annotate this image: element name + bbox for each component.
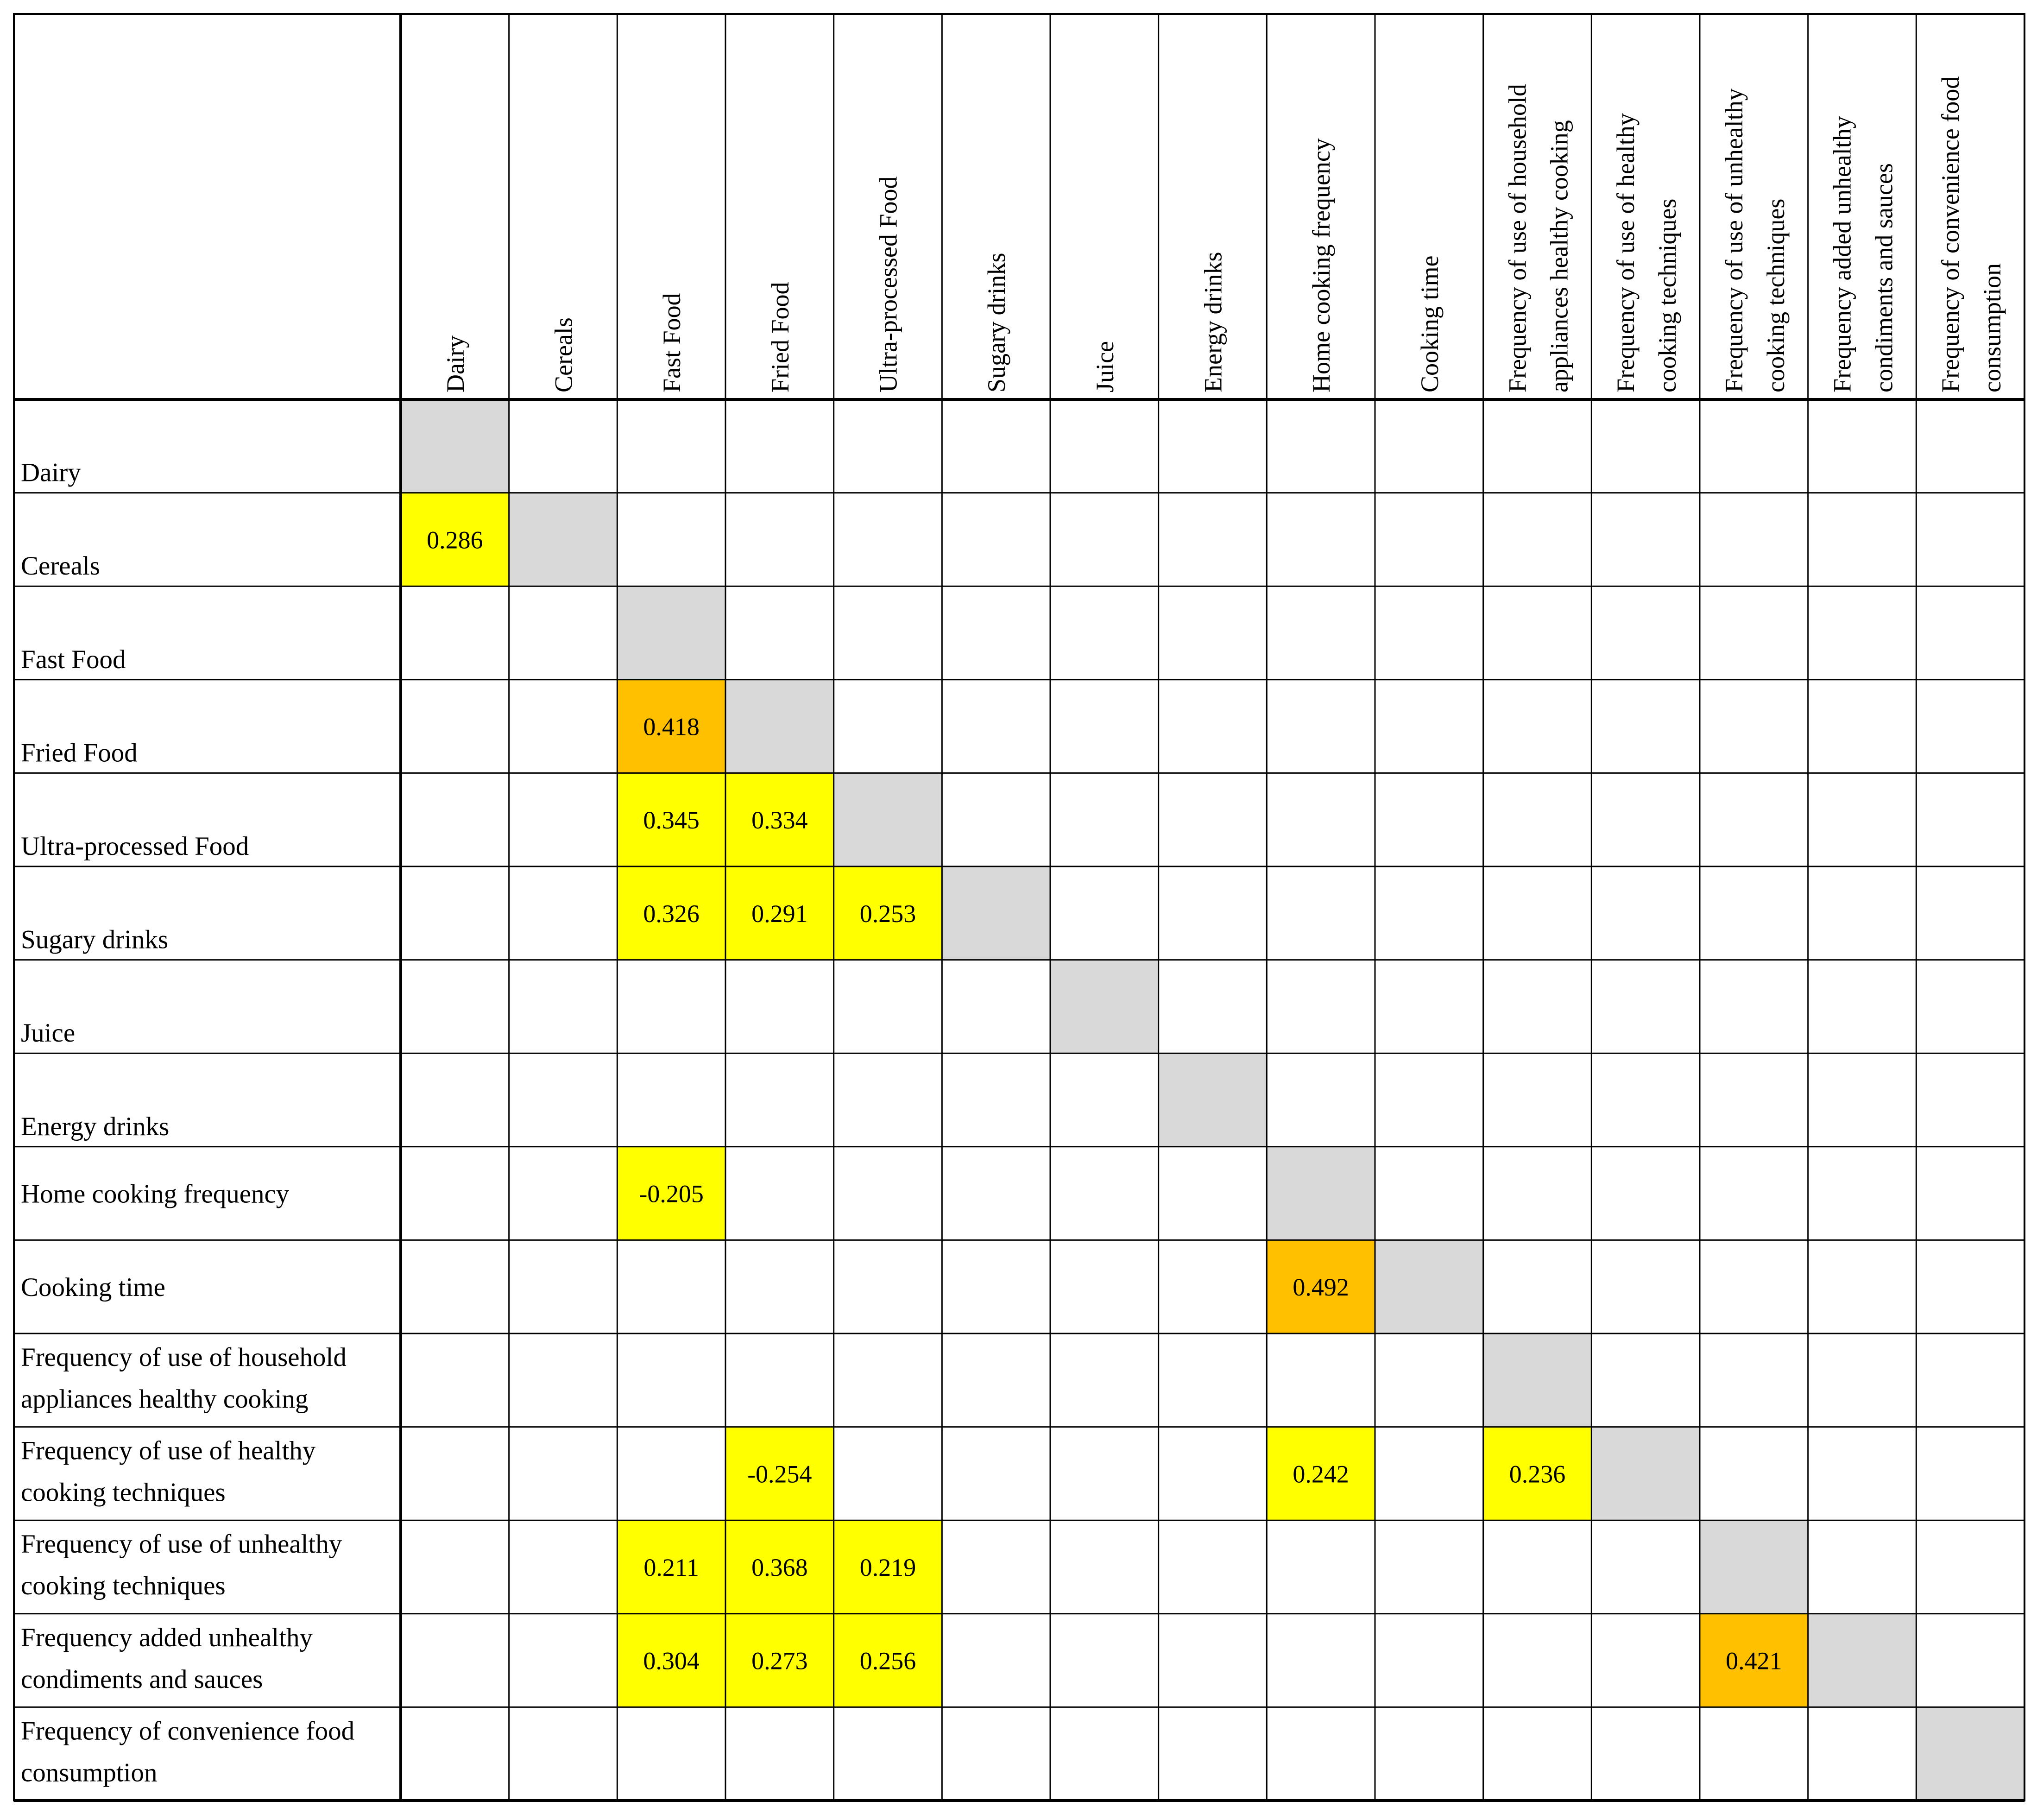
column-label: cooking techniques (1653, 198, 1682, 392)
value-label: 0.492 (1293, 1273, 1349, 1302)
diagonal-cell (1159, 1053, 1267, 1147)
column-label: Frequency of use of unhealthy (1720, 88, 1748, 392)
column-label: Dairy (441, 335, 469, 392)
diagonal-cell (1050, 960, 1159, 1054)
row-label: Frequency of use of healthy (21, 1436, 316, 1466)
value-label: 0.253 (859, 899, 916, 928)
diagonal-cell (834, 773, 942, 866)
column-label: Fast Food (658, 293, 686, 392)
diagonal-cell (1591, 1427, 1700, 1521)
row-label: Frequency of use of unhealthy (21, 1529, 342, 1559)
diagonal-cell (617, 586, 725, 680)
diagonal-cell (1483, 1333, 1592, 1427)
value-label: 0.418 (643, 713, 700, 741)
column-label: Frequency added unhealthy (1828, 116, 1856, 392)
value-label: 0.236 (1509, 1460, 1566, 1488)
value-label: 0.242 (1293, 1460, 1349, 1488)
column-label: appliances healthy cooking (1545, 120, 1573, 392)
value-label: 0.211 (643, 1554, 699, 1581)
diagonal-cell (1267, 1147, 1375, 1240)
column-label: Cooking time (1415, 255, 1444, 392)
value-label: 0.326 (643, 899, 700, 928)
row-label: cooking techniques (21, 1571, 226, 1601)
column-label: Fried Food (766, 282, 794, 392)
value-label: -0.205 (639, 1180, 704, 1208)
column-label: Frequency of use of healthy (1612, 113, 1640, 392)
diagonal-cell (1375, 1240, 1483, 1333)
column-label: Ultra-processed Food (874, 176, 902, 392)
diagonal-cell (942, 866, 1050, 960)
row-label: Frequency added unhealthy (21, 1623, 313, 1652)
value-label: 0.304 (643, 1647, 700, 1675)
column-label: Energy drinks (1199, 252, 1227, 392)
column-label: Frequency of convenience food (1936, 76, 1965, 392)
row-label: Fast Food (21, 645, 126, 674)
row-label: Juice (21, 1018, 76, 1048)
diagonal-cell (1700, 1520, 1808, 1614)
row-label: Cooking time (21, 1273, 165, 1302)
row-label: appliances healthy cooking (21, 1384, 309, 1414)
value-label: -0.254 (747, 1460, 812, 1488)
row-label: Fried Food (21, 738, 138, 768)
value-label: 0.273 (751, 1647, 808, 1675)
column-label: cooking techniques (1761, 198, 1790, 392)
column-label: Sugary drinks (983, 253, 1011, 392)
value-label: 0.421 (1726, 1647, 1782, 1675)
row-label: Home cooking frequency (21, 1179, 290, 1209)
column-label: Cereals (549, 317, 578, 392)
row-label: Cereals (21, 551, 100, 581)
value-label: 0.291 (751, 899, 808, 928)
diagonal-cell (1916, 1707, 2024, 1801)
diagonal-cell (509, 493, 618, 587)
row-label: condiments and sauces (21, 1664, 263, 1694)
value-label: 0.219 (859, 1554, 916, 1581)
row-label: Sugary drinks (21, 925, 169, 954)
diagonal-cell (401, 399, 509, 493)
column-label: condiments and sauces (1870, 163, 1898, 392)
row-label: Energy drinks (21, 1112, 170, 1141)
diagonal-cell (725, 680, 834, 773)
column-label: Frequency of use of household (1503, 84, 1532, 392)
row-label: Ultra-processed Food (21, 832, 249, 861)
value-label: 0.368 (751, 1554, 808, 1581)
value-label: 0.345 (643, 806, 700, 834)
value-label: 0.286 (427, 526, 483, 554)
column-label: Juice (1091, 341, 1119, 392)
column-label: consumption (1978, 263, 2006, 392)
value-label: 0.334 (751, 806, 808, 834)
row-label: consumption (21, 1758, 158, 1788)
value-label: 0.256 (859, 1647, 916, 1675)
diagonal-cell (1808, 1614, 1917, 1707)
row-label: Frequency of use of household (21, 1343, 347, 1372)
row-label: Frequency of convenience food (21, 1716, 355, 1746)
row-label: cooking techniques (21, 1478, 226, 1507)
column-label: Home cooking frequency (1307, 138, 1336, 392)
row-label: Dairy (21, 458, 81, 487)
